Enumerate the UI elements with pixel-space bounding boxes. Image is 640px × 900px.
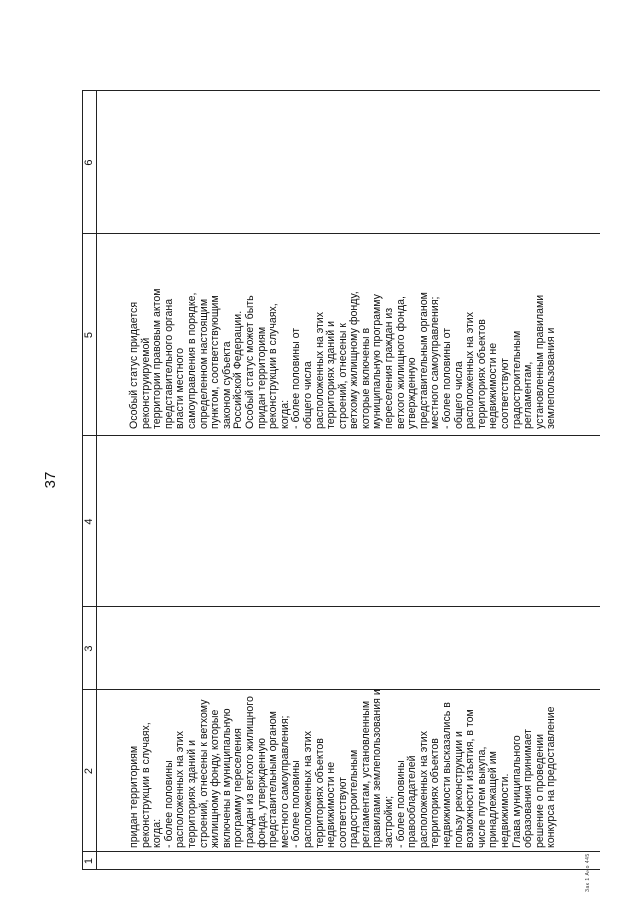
column-5-text (129, 288, 558, 429)
text-line: застройки; (383, 795, 396, 848)
column-divider (82, 869, 600, 870)
text-line: установленным правилами (533, 294, 546, 429)
text-line: ветхому жилищному фонду, (348, 291, 361, 429)
continuation-table (82, 90, 600, 870)
text-line: недвижимости не (325, 761, 338, 848)
text-line: градостроительным (510, 330, 523, 429)
text-line: соответствуют (336, 776, 349, 848)
text-line: принадлежащей им (487, 751, 500, 848)
text-line: числе путем выкупа, (475, 746, 488, 848)
text-line: недвижимости. (499, 773, 511, 848)
text-line: возможности изъятия, в том (464, 709, 477, 848)
text-line: пользу реконструкции и (452, 731, 465, 848)
text-line: пунктом, соответствующим (209, 295, 222, 429)
text-line: включены в муниципальную (220, 708, 233, 848)
document-page (40, 90, 600, 892)
header-row-border (96, 90, 97, 870)
column-divider (82, 851, 600, 852)
text-line: общего числа (452, 361, 465, 429)
text-line: представительным органом (417, 292, 430, 429)
page-number: 37 (42, 471, 59, 489)
text-line: фонда, утвержденную (255, 738, 268, 848)
column-divider (82, 233, 600, 234)
text-line: переселения граждан из (383, 307, 396, 429)
text-line: утвержденную (406, 357, 419, 429)
text-line: - более половины (290, 760, 303, 848)
text-line: местного самоуправления; (429, 296, 442, 429)
column-divider (82, 435, 600, 436)
column-number: 4 (83, 518, 95, 525)
text-line: когда: (151, 818, 164, 848)
text-line: - более половины от (290, 327, 303, 429)
text-line: недвижимости высказались в (441, 702, 454, 848)
text-line: местного самоуправления; (278, 715, 291, 848)
text-line: регламентам, (522, 361, 535, 429)
text-line: определенном настоящим (197, 298, 210, 429)
text-line: - более половины (394, 760, 407, 848)
text-line: правилами землепользования и (371, 689, 384, 848)
text-line: расположенных на этих (301, 730, 314, 848)
column-number: 3 (83, 645, 95, 652)
text-line: правообладателей (406, 755, 419, 848)
column-divider (82, 90, 600, 91)
column-number: 1 (83, 857, 95, 865)
text-line: программу переселения (232, 728, 245, 848)
text-line: расположенных на этих (313, 311, 326, 429)
column-number: 5 (83, 331, 95, 339)
text-line: Особый статус может быть (243, 295, 256, 429)
text-line: соответствуют (499, 357, 511, 429)
text-line: территориях объектов (313, 738, 326, 848)
text-line: - более половины (162, 760, 175, 848)
text-line: представительным органом (267, 711, 280, 848)
text-line: законом субъекта (220, 341, 233, 429)
text-line: градостроительным (348, 749, 361, 848)
column-number: 6 (83, 159, 95, 166)
text-line: территории правовым актом (151, 288, 164, 429)
text-line: строений, отнесены к (336, 323, 349, 429)
text-line: муниципальную программу (371, 294, 384, 429)
text-line: территориях объектов (475, 319, 488, 429)
text-line: ветхого жилищного фонда, (394, 296, 407, 429)
text-line: реконструкции в случаях, (139, 722, 152, 848)
text-line: недвижимости не (487, 342, 500, 429)
text-line: образования принимает (522, 729, 535, 848)
text-line: решение о проведении (533, 733, 546, 848)
text-line: придан территориям (128, 745, 140, 848)
column-2-text (129, 689, 558, 848)
text-line: территориях объектов (429, 738, 442, 848)
column-divider (82, 606, 600, 607)
text-line: - более половины от (441, 327, 454, 429)
column-number: 2 (83, 767, 95, 775)
text-line: строений, отнесены к ветхому (197, 699, 210, 848)
text-line: реконструируемой (139, 337, 152, 429)
margin-note: Зак 1 Ано 445 (585, 853, 591, 892)
text-line: территориях зданий и (325, 321, 338, 429)
text-line: общего числа (301, 361, 314, 429)
text-line: власти местного (174, 347, 187, 429)
text-line: Глава муниципального (510, 735, 523, 848)
text-line: территориях зданий и (185, 740, 198, 848)
text-line: регламентам, установленным (359, 700, 372, 848)
text-line: жилищному фонду, которые (209, 709, 222, 848)
text-line: расположенных на этих (174, 730, 187, 848)
text-line: расположенных на этих (417, 730, 430, 848)
text-line: Особый статус придается (128, 301, 140, 429)
text-line: расположенных на этих (464, 311, 477, 429)
text-line: Российской Федерации. (232, 310, 245, 429)
text-line: которые включены в (359, 327, 372, 429)
text-line: землепользования и (545, 327, 558, 429)
text-line: представительного органа (162, 298, 175, 429)
text-line: самоуправления в порядке, (185, 292, 198, 429)
text-line: когда: (278, 399, 291, 429)
text-line: граждан из ветхого жилищного (243, 696, 256, 848)
text-line: придан территориям (255, 326, 268, 429)
text-line: реконструкции в случаях, (267, 303, 280, 429)
text-line: конкурса на предоставление (545, 706, 558, 848)
